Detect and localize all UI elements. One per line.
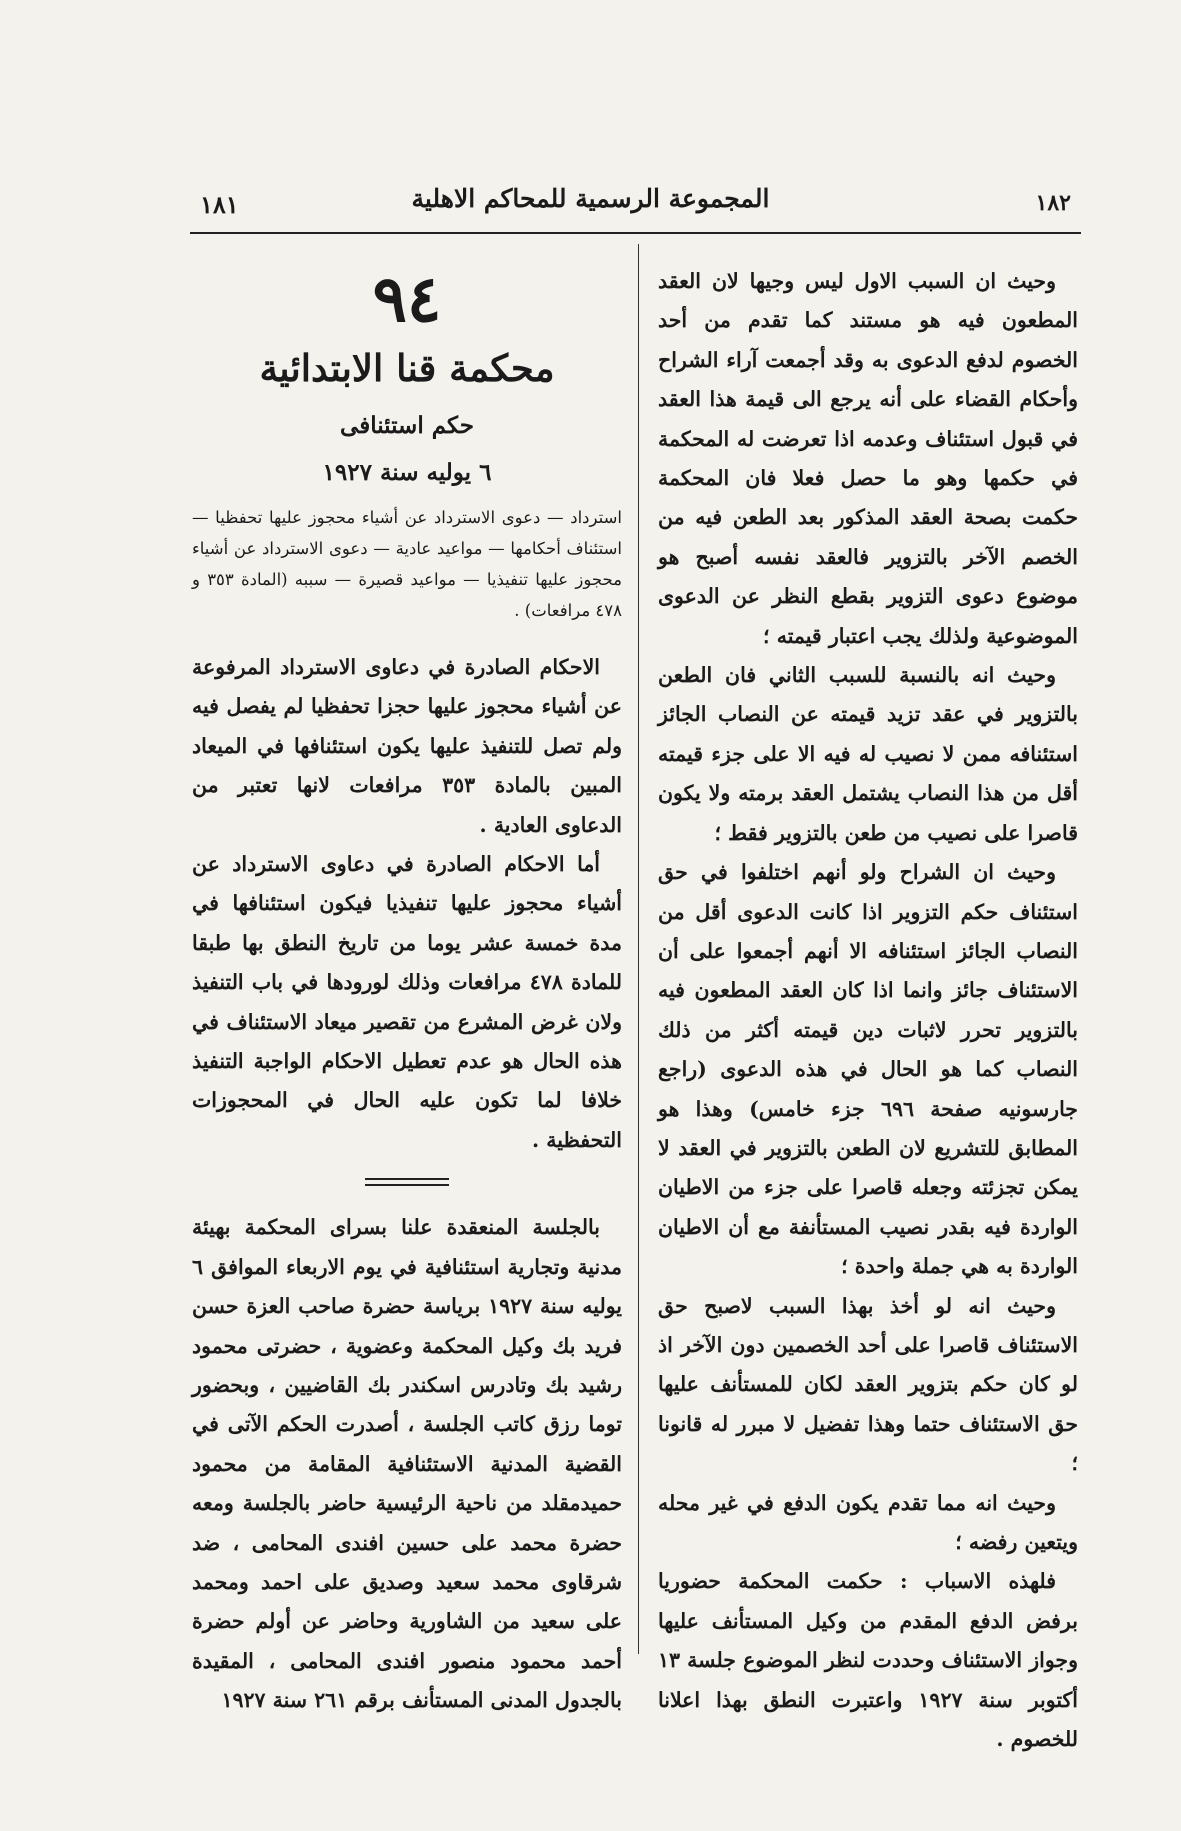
paragraph: وحيث ان الشراح ولو أنهم اختلفوا في حق استئناف حكم التزوير اذا كانت الدعوى أقل من النصاب الجائز استئنافه الا أنهم أجمعوا على أن الاستئناف جائز وانما اذا كان العقد المطعون فيه بالتزوير تحرر لاثبات دين قيمته أكثر من ذلك النصاب كما هو الحال في هذه الدعوى (راجع جارسونيه صفحة ٦٩٦ جزء خامس) وهذا هو المطابق للتشريع لان الطعن بالتزوير في العقد لا يمكن تجزئته وجعله قاصرا على جزء من الاطيان الواردة فيه بقدر نصيب المستأنفة مع أن الاطيان الواردة به هي جملة واحدة ؛ [658,860,1078,1279]
paragraph: وحيث انه لو أخذ بهذا السبب لاصبح حق الاستئناف قاصرا على أحد الخصمين دون الآخر اذ لو كان حكم بتزوير العقد لكان للمستأنف عليها حق الاستئناف حتما وهذا تفضيل لا مبرر له قانونا ؛ [658,1293,1078,1476]
right-column [658,262,1078,1759]
column-divider [638,244,639,1654]
page-number-left: ١٨١ [200,190,239,219]
paragraph: وحيث انه مما تقدم يكون الدفع في غير محله ويتعين رفضه ؛ [658,1490,1078,1554]
section-separator [365,1178,449,1186]
running-header-title: المجموعة الرسمية للمحاكم الاهلية [411,184,770,213]
header-rule [190,232,1081,234]
judgment-date: ٦ يوليه سنة ١٩٢٧ [322,459,492,486]
paragraph: وحيث انه بالنسبة للسبب الثاني فان الطعن بالتزوير في عقد تزيد قيمته عن النصاب الجائز استئنافه ممن لا نصيب له فيه الا على جزء قيمته أقل من هذا النصاب يشتمل العقد برمته ولا يكون قاصرا على نصيب من طعن بالتزوير فقط ؛ [658,663,1078,845]
case-number: ٩٤ [372,262,442,337]
judgment-type: حكم استئنافى [340,412,474,439]
left-column [192,262,622,1721]
legal-principle: الاحكام الصادرة في دعاوى الاسترداد المرفوعة عن أشياء محجوز عليها حجزا تحفظيا لم يفصل فيه ولم تصل للتنفيذ عليها يكون استئنافها في الميعاد المبين بالمادة ٣٥٣ مرافعات لانها تعتبر من الدعاوى العادية . [192,655,622,837]
paragraph: وحيث ان السبب الاول ليس وجيها لان العقد المطعون فيه هو مستند كما تقدم من أحد الخصوم لدفع الدعوى به وقد أجمعت آراء الشراح وأحكام القضاء على أنه يرجع الى قيمة هذا العقد في قبول استئناف وعدمه اذا تعرضت له المحكمة في حكمها وهو ما حصل فعلا فان المحكمة حكمت بصحة العقد المذكور بعد الطعن فيه من الخصم الآخر بالتزوير فالعقد نفسه أصبح هو موضوع دعوى التزوير بقطع النظر عن الدعوى الموضوعية ولذلك يجب اعتبار قيمته ؛ [658,269,1078,648]
keywords-summary: استرداد — دعوى الاسترداد عن أشياء محجوز عليها تحفظيا — استئناف أحكامها — مواعيد عادية — دعوى الاسترداد عن أشياء محجوز عليها تنفيذيا — مواعيد قصيرة — سببه (المادة ٣٥٣ و ٤٧٨ مرافعات) . [192,508,622,620]
legal-principle: أما الاحكام الصادرة في دعاوى الاسترداد عن أشياء محجوز عليها تنفيذيا فيكون استئنافها في مدة خمسة عشر يوما من تاريخ النطق بها طبقا للمادة ٤٧٨ مرافعات وذلك لورودها في باب التنفيذ ولان غرض المشرع من تقصير ميعاد الاستئناف في هذه الحال هو عدم تعطيل الاحكام الواجبة التنفيذ خلافا لما تكون عليه الحال في المحجوزات التحفظية . [192,852,623,1152]
paragraph: فلهذه الاسباب : حكمت المحكمة حضوريا برفض الدفع المقدم من وكيل المستأنف عليها وجواز الاستئناف وحددت لنظر الموضوع جلسة ١٣ أكتوبر سنة ١٩٢٧ واعتبرت النطق بهذا اعلانا للخصوم . [658,1569,1078,1752]
court-name: محكمة قنا الابتدائية [259,346,555,390]
page-number-right: ١٨٢ [1035,190,1071,216]
session-paragraph: بالجلسة المنعقدة علنا بسراى المحكمة بهيئة مدنية وتجارية استئنافية في يوم الاربعاء الموافق ٦ يوليه سنة ١٩٢٧ برياسة حضرة صاحب العزة حسن فريد بك وكيل المحكمة وعضوية ، حضرتى محمود رشيد بك وتادرس اسكندر بك القاضيين ، وبحضور توما رزق كاتب الجلسة ، أصدرت الحكم الآتى في القضية المدنية الاستئنافية المقامة من محمود حميدمقلد من ناحية الرئيسية حاضر بالجلسة ومعه حضرة محمد على حسين افندى المحامى ، ضد شرقاوى محمد سعيد وصديق على احمد ومحمد على سعيد من الشاورية وحاضر عن أولم حضرة أحمد محمود منصور افندى المحامى ، المقيدة بالجدول المدنى المستأنف برقم ٢٦١ سنة ١٩٢٧ [192,1215,622,1713]
